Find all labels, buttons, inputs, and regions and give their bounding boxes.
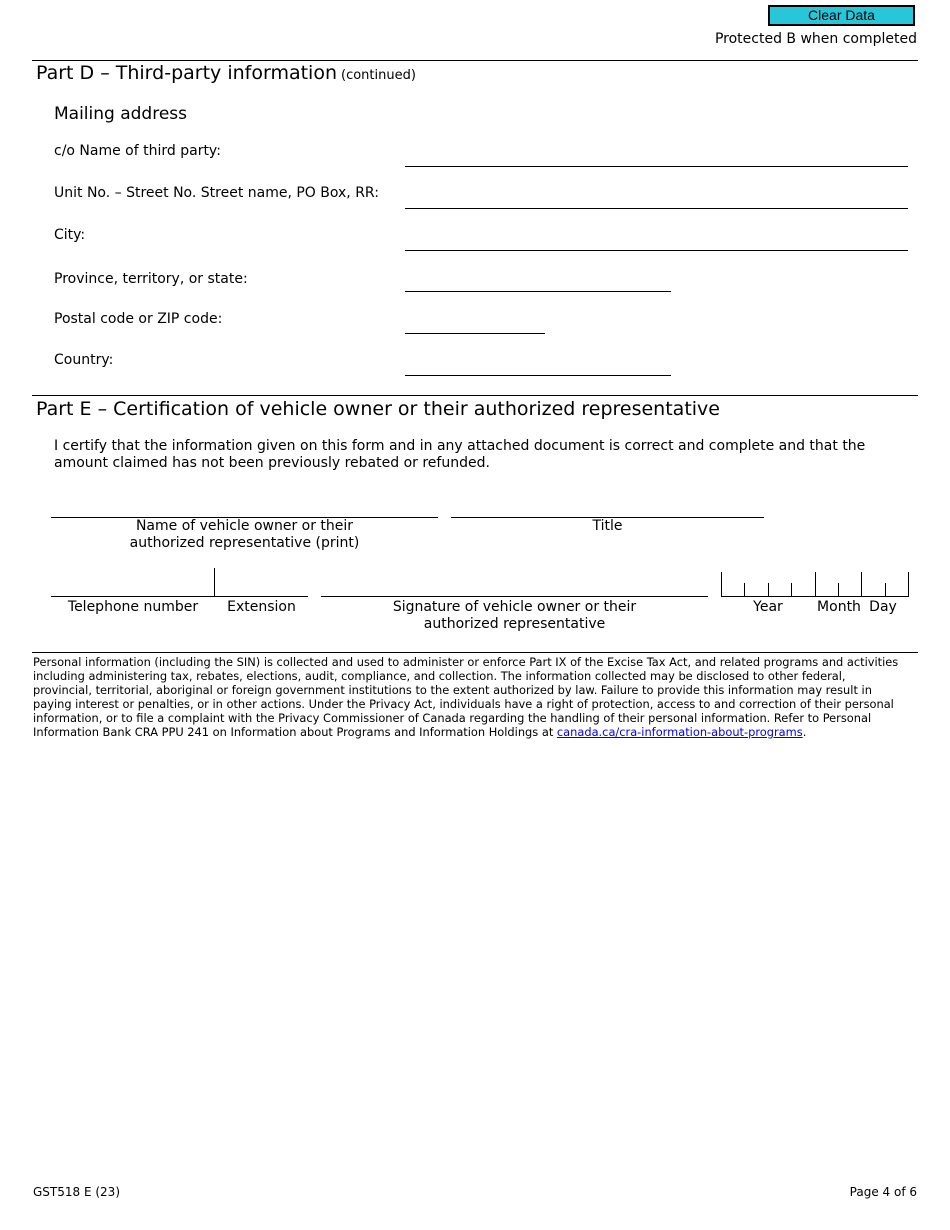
year-caption: Year bbox=[753, 599, 783, 615]
country-label: Country: bbox=[54, 352, 114, 368]
third-party-name-field[interactable] bbox=[405, 145, 908, 167]
city-label: City: bbox=[54, 227, 86, 243]
clear-data-button[interactable]: Clear Data bbox=[768, 5, 915, 26]
signature-field[interactable] bbox=[321, 575, 708, 597]
title-caption: Title bbox=[592, 518, 623, 534]
date-field[interactable] bbox=[721, 572, 909, 597]
province-field[interactable] bbox=[405, 270, 671, 292]
street-address-label: Unit No. – Street No. Street name, PO Box, RR: bbox=[54, 185, 379, 201]
date-tick bbox=[885, 583, 886, 597]
page-number: Page 4 of 6 bbox=[849, 1185, 917, 1199]
telephone-field[interactable] bbox=[51, 575, 215, 597]
date-tick bbox=[721, 572, 722, 597]
owner-name-caption: Name of vehicle owner or their authorized representative (print) bbox=[129, 518, 360, 551]
owner-name-field[interactable] bbox=[51, 496, 438, 518]
date-tick bbox=[791, 583, 792, 597]
city-field[interactable] bbox=[405, 229, 908, 251]
divider-part-e bbox=[32, 395, 918, 396]
privacy-notice: Personal information (including the SIN) is collected and used to administer or enforce Part IX of the Excise Tax Act, and related programs and activities including administering tax, rebates, elections, audit, compliance, and collection. The information collected may be disclosed to other federal, provincial, territorial, aboriginal or foreign government institutions to the extent authorized by law. Failure to provide this information may result in paying interest or penalties, or in other actions. Under the Privacy Act, individuals have a right of protection, access to and correction of their personal information, or to file a complaint with the Privacy Commissioner of Canada regarding the handling of their personal information. Refer to Personal Information Bank CRA PPU 241 on Information about Programs and Information Holdings at canada.ca/cra-information-about-programs. bbox=[33, 655, 899, 739]
country-field[interactable] bbox=[405, 354, 671, 376]
signature-caption: Signature of vehicle owner or their authorized representative bbox=[392, 599, 637, 632]
date-tick bbox=[768, 583, 769, 597]
certification-statement: I certify that the information given on this form and in any attached document is correct and complete and that the amount claimed has not been previously rebated or refunded. bbox=[54, 438, 866, 471]
province-label: Province, territory, or state: bbox=[54, 271, 248, 287]
month-caption: Month bbox=[817, 599, 861, 615]
street-address-field[interactable] bbox=[405, 187, 908, 209]
date-tick bbox=[861, 572, 862, 597]
date-tick bbox=[908, 572, 909, 597]
date-tick bbox=[838, 583, 839, 597]
cra-info-link[interactable]: canada.ca/cra-information-about-programs bbox=[556, 725, 803, 739]
date-tick bbox=[815, 572, 816, 597]
telephone-caption: Telephone number bbox=[67, 599, 199, 615]
day-caption: Day bbox=[869, 599, 897, 615]
protected-b-notice: Protected B when completed bbox=[714, 31, 917, 47]
postal-code-field[interactable] bbox=[405, 312, 545, 334]
form-identifier: GST518 E (23) bbox=[33, 1185, 120, 1199]
third-party-name-label: c/o Name of third party: bbox=[54, 143, 221, 159]
extension-caption: Extension bbox=[227, 599, 296, 615]
divider-privacy bbox=[32, 652, 918, 653]
mailing-address-heading: Mailing address bbox=[54, 104, 188, 124]
part-d-title: Part D – Third-party information (continued) bbox=[36, 62, 416, 84]
part-e-title: Part E – Certification of vehicle owner or their authorized representative bbox=[36, 398, 720, 420]
divider-top bbox=[32, 60, 918, 61]
title-field[interactable] bbox=[451, 496, 764, 518]
continued-label: (continued) bbox=[341, 68, 416, 83]
date-tick bbox=[744, 583, 745, 597]
extension-field[interactable] bbox=[215, 575, 308, 597]
postal-code-label: Postal code or ZIP code: bbox=[54, 311, 223, 327]
